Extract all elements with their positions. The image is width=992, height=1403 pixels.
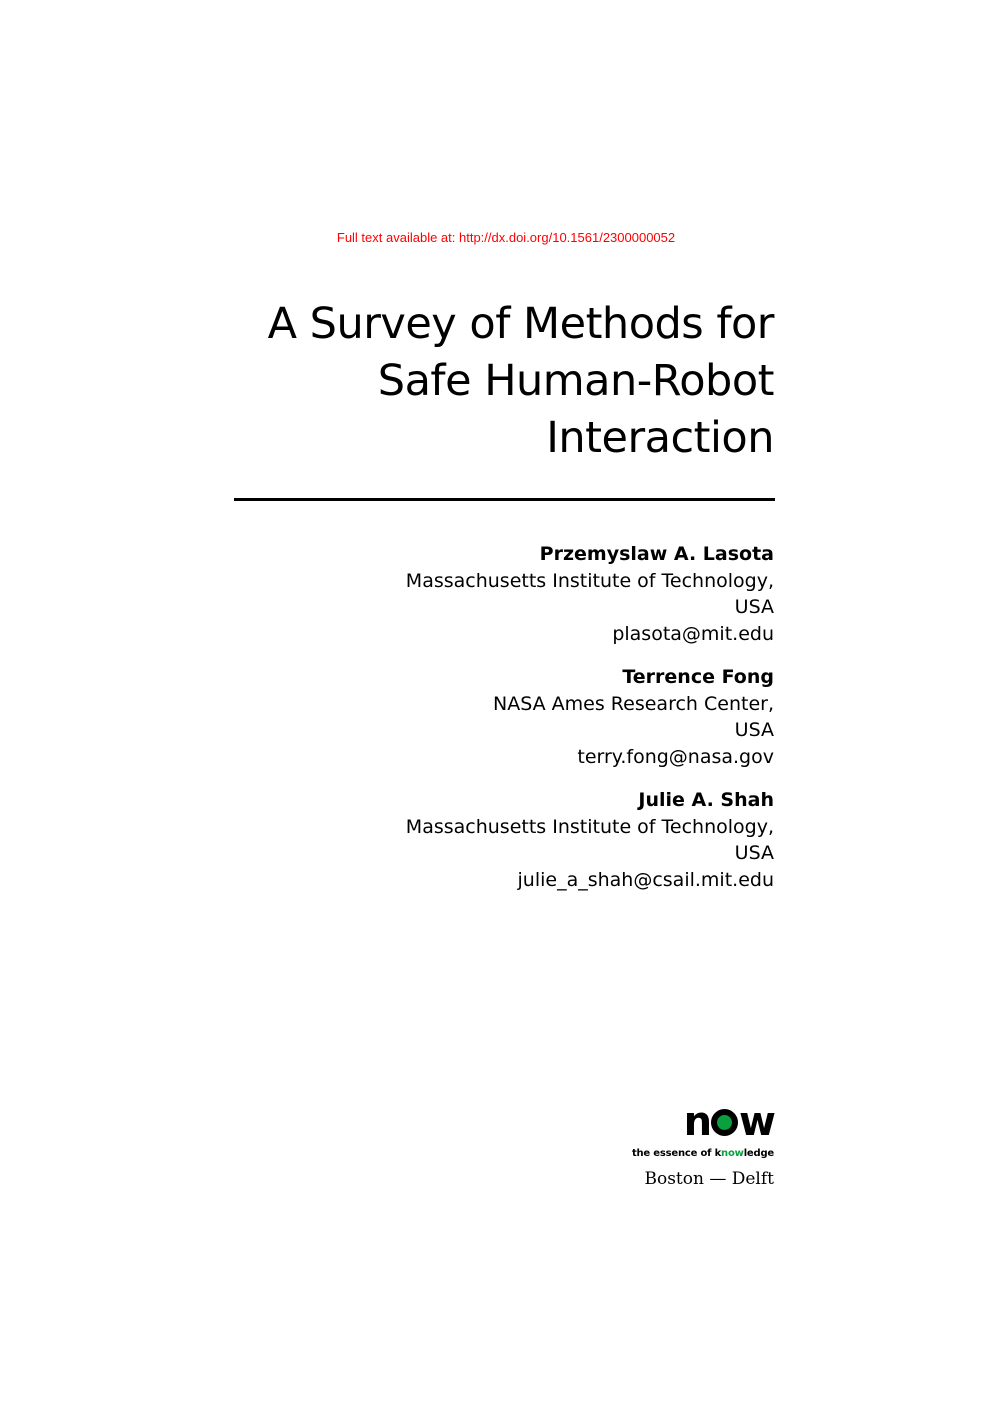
logo-letter-w: w: [739, 1099, 774, 1145]
title-line-1: A Survey of Methods for: [267, 299, 774, 349]
book-title: [214, 296, 774, 467]
author-affiliation: Massachusetts Institute of Technology,: [405, 815, 774, 838]
doi-note[interactable]: Full text available at: http://dx.doi.org/10.1561/2300000052: [336, 230, 676, 245]
author-country: USA: [734, 842, 774, 864]
author-country: USA: [734, 719, 774, 741]
author-name: Julie A. Shah: [638, 789, 774, 811]
author-block-3: [274, 787, 774, 893]
tagline-post: ledge: [743, 1148, 774, 1159]
author-affiliation: NASA Ames Research Center,: [493, 692, 774, 715]
publisher-cities: Boston — Delft: [644, 1169, 774, 1189]
author-email[interactable]: plasota@mit.edu: [612, 622, 774, 645]
title-rule: [234, 498, 775, 501]
author-list: [274, 541, 774, 910]
publisher-block: [474, 1099, 774, 1189]
tagline-pre: the essence of k: [631, 1148, 722, 1159]
author-email[interactable]: terry.fong@nasa.gov: [577, 745, 774, 768]
tagline-green: now: [721, 1148, 744, 1159]
author-country: USA: [734, 596, 774, 618]
now-logo: [683, 1099, 774, 1145]
author-name: Terrence Fong: [622, 666, 774, 688]
logo-letter-n: n: [683, 1099, 711, 1145]
author-email[interactable]: julie_a_shah@csail.mit.edu: [517, 868, 774, 891]
title-line-3: Interaction: [546, 413, 774, 463]
logo-green-o-icon: [711, 1109, 738, 1136]
author-affiliation: Massachusetts Institute of Technology,: [405, 569, 774, 592]
title-line-2: Safe Human-Robot: [377, 356, 774, 406]
publisher-tagline: [474, 1148, 774, 1159]
author-block-1: [274, 541, 774, 647]
author-name: Przemyslaw A. Lasota: [539, 543, 774, 565]
author-block-2: [274, 664, 774, 770]
